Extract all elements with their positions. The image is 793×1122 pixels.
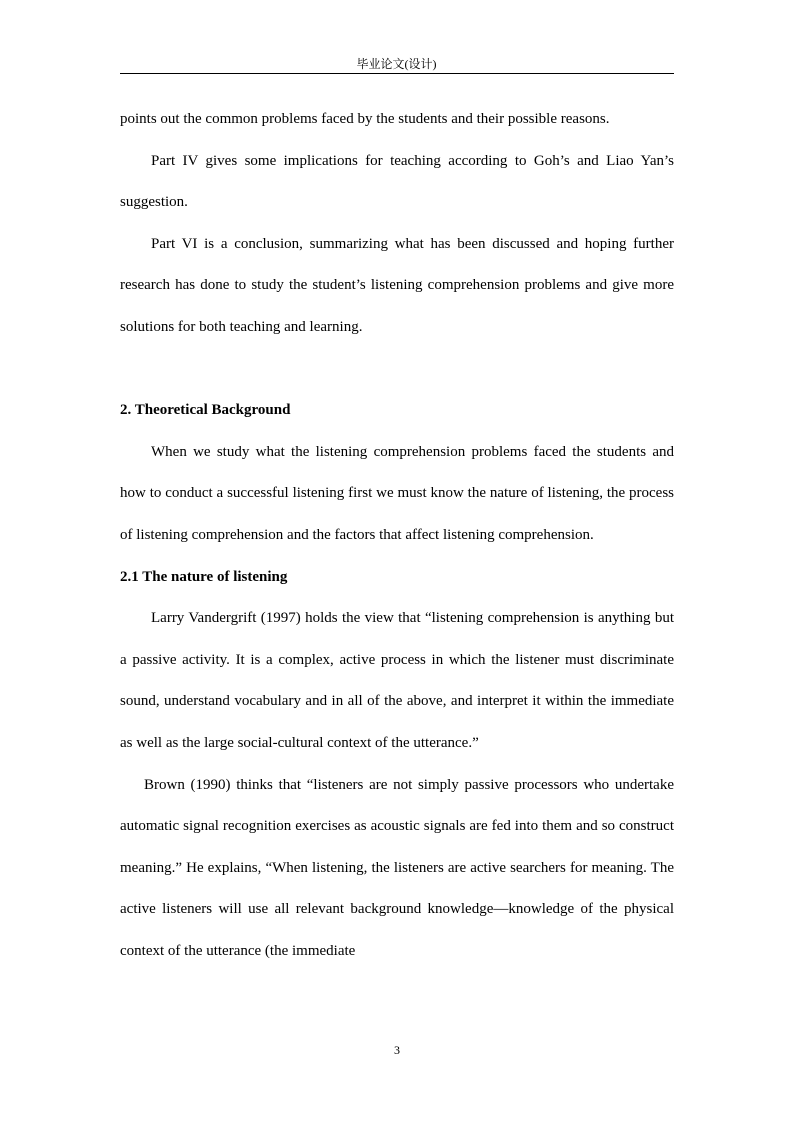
- paragraph-vandergrift: Larry Vandergrift (1997) holds the view that “listening comprehension is anything but a passive activity. It is a complex, active process in which the listener must discriminate sound, understand vocabulary and in all of the above, and interpret it within the immediate as well as the large social-cultural context of the utterance.”: [120, 610, 674, 751]
- paragraph-part-iv: Part IV gives some implications for teaching according to Goh’s and Liao Yan’s suggestion.: [120, 152, 674, 211]
- section-heading-theoretical-background: 2. Theoretical Background: [120, 402, 291, 419]
- section-spacer: [120, 349, 674, 391]
- subsection-heading-nature-of-listening: 2.1 The nature of listening: [120, 568, 288, 585]
- paragraph-intro-end: points out the common problems faced by the students and their possible reasons.: [120, 111, 610, 127]
- paragraph-part-vi: Part VI is a conclusion, summarizing what has been discussed and hoping further research has done to study the student’s listening comprehension problems and give more solutions for both teaching and learning.: [120, 235, 674, 335]
- document-body: [120, 99, 674, 972]
- paragraph-theory-intro: When we study what the listening comprehension problems faced the students and how to conduct a successful listening first we must know the nature of listening, the process of listening comprehension and the factors that affect listening comprehension.: [120, 443, 674, 543]
- header-divider: [120, 73, 674, 74]
- page-number: 3: [394, 1043, 400, 1057]
- page-header: 毕业论文(设计): [356, 57, 437, 71]
- paragraph-brown: Brown (1990) thinks that “listeners are not simply passive processors who undertake automatic signal recognition exercises as acoustic signals are fed into them and so construct meaning.” He explains, “When listening, the listeners are active searchers for meaning. The active listeners will use all relevant background knowledge—knowledge of the physical context of the utterance (the immediate: [120, 776, 674, 959]
